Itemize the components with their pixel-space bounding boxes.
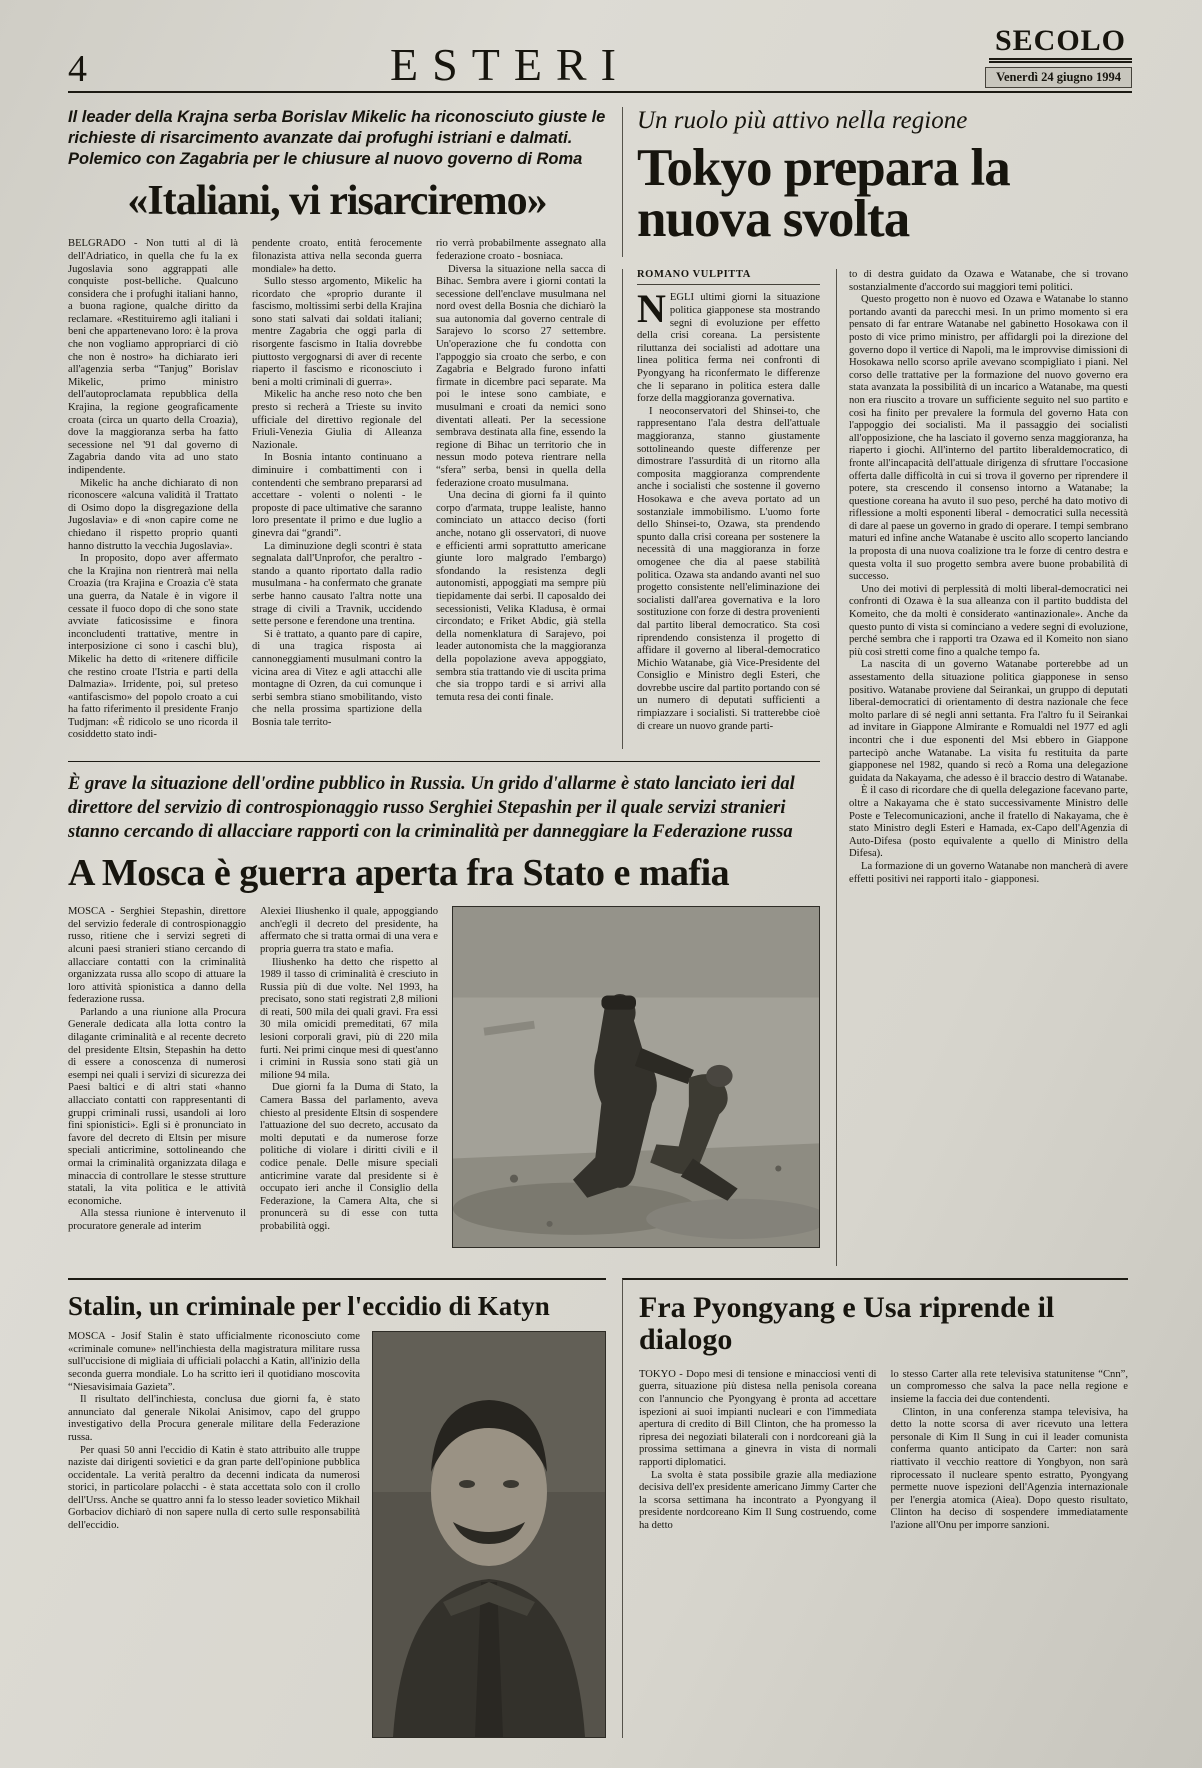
paragraph: Clinton, in una conferenza stampa televisiva, ha detto la notte scorsa di aver ricevuto una lettera personale di Kim Il Sung in cui il leader comunista conferma quanto anticipato da Carter: non sarà riattivato il vecchio reattore di Yongbyon, non sarà riprocessato il nucleare spento estratto, Pyongyang permette nuove ispezioni dell'Agenzia internazionale per l'energia atomica (Aiea). Dopo questo risultato, Clinton ha deciso di sospendere immediatamente l'azione all'Onu per imporre sanzioni. xyxy=(890,1406,1128,1531)
conflict-photo xyxy=(452,906,820,1248)
article-pyongyang-column-2 xyxy=(891,1369,1129,1533)
article-italiani-column-1 xyxy=(68,238,238,742)
article-tokyo-column-2 xyxy=(836,269,1128,1266)
masthead-title: SECOLO xyxy=(989,26,1132,63)
paragraph: In Bosnia intanto continuano a diminuire i combattimenti con i contendenti che sembrano prepararsi ad accettare - volenti o nolenti - le proposte di pace ultimative che saranno loro presentate il primo e due luglio a ginevra dai “grandi”. xyxy=(252,452,422,539)
paragraph: Alexiei Iliushenko il quale, appoggiando anch'egli il decreto del presidente, ha affermato che si tratta ormai di una vera e propria guerra tra stato e mafia. xyxy=(260,906,438,955)
paragraph: La formazione di un governo Watanabe non mancherà di avere effetti positivi nei rapporti italo - giapponesi. xyxy=(849,860,1128,885)
article-italiani-column-2 xyxy=(252,238,422,742)
paragraph: pendente croato, entità ferocemente filonazista attiva nella seconda guerra mondiale» ha detto. xyxy=(252,238,422,275)
article-stalin-body xyxy=(68,1331,606,1738)
paragraph: Mikelic ha anche reso noto che ben presto si recherà a Trieste su invito ufficiale del direttivo regionale del Friuli-Venezia Giulia di Alleanza Nazionale. xyxy=(252,389,422,451)
paragraph: Due giorni fa la Duma di Stato, la Camera Bassa del parlamento, aveva chiesto al presidente Eltsin di sospendere l'attuazione del suo decreto, accusato da molti deputati e da numerose forze politiche di violare i diritti civili e il codice penale. Delle misure speciali anticrimine varate dal presidente si è occupato ieri anche il Consiglio della Federazione, la Camera Alta, che si pronuncerà su di esse con tutta probabilità oggi. xyxy=(260,1082,438,1232)
article-tokyo-column-1-text xyxy=(637,286,820,733)
paragraph: rio verrà probabilmente assegnato alla federazione croato - bosniaca. xyxy=(436,238,606,262)
paragraph: TOKYO - Dopo mesi di tensione e minacciosi venti di guerra, situazione più distesa nella penisola coreana con l'annuncio che Pyongyang è pronta ad accettare ispezioni ai suoi impianti nucleari e con l'immediata apertura di credito di Bill Clinton, che ha promesso la ripresa dei negoziati bilaterali con i nordcoreani già la prossima settimana a ginevra in vista di normali rapporti diplomatici. xyxy=(639,1368,877,1468)
paragraph: to di destra guidato da Ozawa e Watanabe, che si trovano sostanzialmente d'accordo sui maggiori temi politici. xyxy=(849,269,1128,293)
paragraph: NEGLI ultimi giorni la situazione politica giapponese sta mostrando segni di evoluzione per effetto della crisi coreana. La persistente riluttanza dei socialisti ad adottare una linea politica ferma nei confronti di Pyongyang ha riconfermato le differenze che li separano in politica estera dalle forze della maggioranza governativa. xyxy=(637,286,820,405)
article-italiani xyxy=(68,107,606,749)
article-tokyo-kicker: Un ruolo più attivo nella regione xyxy=(637,107,968,134)
article-italiani-column-3 xyxy=(436,238,606,742)
paragraph: Mikelic ha anche dichiarato di non riconoscere «alcuna validità il Trattato di Osimo dopo la disgregazione della Jugoslavia» e di «non capire come ne chiedano il rispetto proprio quanti hanno distrutto la vecchia Jugoslavia». xyxy=(68,477,238,552)
article-stalin-text xyxy=(68,1331,360,1738)
section-title: ESTERI xyxy=(390,39,630,90)
paragraph: Iliushenko ha detto che rispetto al 1989 il tasso di criminalità è cresciuto in Russia più di due volte. Nel 1993, ha precisato, sono stati registrati 2,8 milioni di reati, 500 mila dei quali gravi. Fra essi 30 mila omicidi premeditati, 67 mila lesioni corporali gravi, più di 220 mila furti. Nei primi cinque mesi di quest'anno i crimini in Russia sono stati già un milione 94 mila. xyxy=(260,956,438,1081)
article-italiani-headline: «Italiani, vi risarciremo» xyxy=(127,178,547,225)
paragraph: La nascita di un governo Watanabe porterebbe ad un assestamento della situazione politica giapponese in senso positivo. Watanabe proviene dal Seirankai, un gruppo di deputati liberal-democratici di orientamento di destra nazionale che fece molto parlare di sé negli anni settanta. Fra l'altro fu il Seirankai ad invitare in Giappone Almirante e Romualdi nel 1977 ed agli incontri che i due esponenti del Msi ebbero in Giappone partecipò anche Watanabe. La visita fu restituita da parte giapponese nel 1982, quando si recò a Roma una delegazione guidata da Nakayama, che adesso è il braccio destro di Watanabe. xyxy=(849,659,1128,784)
article-stalin xyxy=(68,1278,606,1738)
paragraph: La diminuzione degli scontri è stata segnalata dall'Unprofor, che peraltro - stando a quanto riportato dalla radio musulmana - ha confermato che granate serbe hanno causato l'altra notte una strage di civili a Travnik, uccidendo sette persone e ferendone una trentina. xyxy=(252,540,422,628)
paragraph: Il risultato dell'inchiesta, conclusa due giorni fa, è stato annunciato dal generale Nikolai Anisimov, capo del gruppo investigativo della Procura generale militare della Federazione russa. xyxy=(68,1394,360,1443)
paragraph: Per quasi 50 anni l'eccidio di Katin è stato attribuito alle truppe naziste dai dirigenti sovietici e da gran parte dell'opinione pubblica occidentale. La verità peraltro da decenni indicata da numerosi storici, in particolare polacchi - è stata accettata solo con il crollo dell'Urss. Anche se quattro anni fa lo stesso leader sovietico Mikhail Gorbaciov dichiarò di non sapere nulla di certo sulle responsabilità dell'eccidio. xyxy=(68,1444,360,1532)
conflict-photo-graphic xyxy=(453,907,819,1247)
article-pyongyang-headline: Fra Pyongyang e Usa riprende il dialogo xyxy=(639,1291,1055,1357)
paragraph: La svolta è stata possibile grazie alla mediazione decisiva dell'ex presidente americano Jimmy Carter che la scorsa settimana ha incontrato a Pyongyang il presidente nordcoreano Kim Il Sung costruendo, come ha detto xyxy=(639,1469,877,1531)
paragraph: Alla stessa riunione è intervenuto il procuratore generale ad interim xyxy=(68,1208,246,1232)
article-mosca xyxy=(68,761,820,1266)
page-number: 4 xyxy=(68,48,87,90)
paragraph: Una decina di giorni fa il quinto corpo d'armata, truppe lealiste, hanno cominciato un attacco deciso (forti anche, notano gli osservatori, di nuove e efficienti armi soprattutto americane giunte loro malgrado l'embargo) sfondando la resistenza degli autonomisti, appoggiati ma sempre più tiepidamente dai serbi. Il caposaldo dei secessionisti, Velika Kladusa, è ormai circondato; e Friket Abdic, già stella della nomenklatura di Sarajevo, poi leader autonomista che la maggioranza della popolazione aveva appoggiato, sembra stia trattando vie di uscita prima che sia troppo tardi e si arrivi alla temuta resa dei conti finale. xyxy=(436,490,606,703)
paragraph: lo stesso Carter alla rete televisiva statunitense “Cnn”, un compromesso che salva la pace nella regione e insieme la faccia dei due contendenti. xyxy=(890,1368,1128,1405)
article-mosca-column-1 xyxy=(68,906,246,1266)
article-italiani-kicker: Il leader della Krajna serba Borislav Mikelic ha riconosciuto giuste le richieste di risarcimento avanzate dai profughi istriani e dalmati. Polemico con Zagabria per le chiusure al nuovo governo di Roma xyxy=(68,108,606,169)
paragraph: MOSCA - Josif Stalin è stato ufficialmente riconosciuto come «criminale comune» nell'inchiesta della magistratura militare russa sull'uccisione di migliaia di ufficiali polacchi a Katin, all'inizio della seconda guerra mondiale. Lo ha scritto ieri il quotidiano moscovita “Niesavisimaia Gazieta”. xyxy=(68,1331,360,1393)
paragraph: Si è trattato, a quanto pare di capire, di una tragica risposta ai cannoneggiamenti musulmani contro la vicina area di Vitez e agli attacchi alle montagne di Ozren, da cui comunque i serbi sembra stiano smobilitando, visto che nella prossima spartizione della Bosnia tale territo- xyxy=(252,628,422,728)
page-body xyxy=(68,107,1132,1738)
paragraph: Questo progetto non è nuovo ed Ozawa e Watanabe lo stanno portando avanti da parecchi mesi. In un primo momento si era pensato di far entrare Watanabe nel gabinetto Hosokawa con il posto di vice primo ministro, per affidargli poi la direzione del governo dopo il vertice di Napoli, ma le improvvise dimissioni di Hosokawa nello scorso aprile avevano scompigliato i piani. Nel corso delle trattative per la formazione del nuovo governo era stata avanzata la possibilità di un incarico a Watanabe, ma questi non era riuscito a trovare un sufficiente seguito nel suo partito e così ha finito per prevalere la formula del governo Hata con l'appoggio dei socialisti. Ma il passaggio dei socialisti all'opposizione, che ha lasciato il governo senza maggioranza, ha riaperto i giochi. All'interno del partito liberaldemocratico, di fronte all'incapacità dell'attuale dirigenza di sfruttare l'occasione offerta dalle difficoltà in cui si trova il governo per riprendere il potere, sta crescendo il consenso intorno a Watanabe; la questione coreana ha avuto il suo peso, perché ha dato motivo di riflessione a molti esponenti liberal - democratici sulla necessità di dare al paese un governo in grado di operare. I tempi sembrano maturi ed infine anche Watanabe è uscito allo scoperto lanciando la proposta di una nuova coalizione tra le forze di centro destra e questa volta il suo progetto sembra avere buone probabilità di successo. xyxy=(849,294,1128,583)
stalin-photo-graphic xyxy=(373,1332,605,1737)
article-tokyo-byline: ROMANO VULPITTA xyxy=(637,269,820,285)
paragraph: È il caso di ricordare che di quella delegazione facevano parte, oltre a Nakayama che è stato successivamente Ministro delle Poste e Telecomunicazioni, anche il fratello di Nakayama, che è stato Ministro degli Esteri e Hamada, ex-Capo dell'Agenzia di Auto-Difesa (posto equivalente a quello di Ministro della Difesa). xyxy=(849,785,1128,860)
paragraph: BELGRADO - Non tutti al di là dell'Adriatico, in quella che fu la ex Jugoslavia sono aggrappati alle conquiste post-belliche. Qualcuno considera che i profughi italiani hanno, a buona ragione, qualche diritto da reclamare. «Restituiremo agli italiani i beni che appartenevano loro: è la prova che non vogliamo appropriarci di ciò che non è nostro» ha dichiarato ieri all'agenzia serba “Tanjug” Borislav Mikelic, primo ministro dell'autoproclamata repubblica della Krajina, la regione geograficamente croata (circa un quarto della Croazia), dove la maggioranza serba ha fatto secessione nel '91 dal governo di Zagabria dando vita ad uno stato indipendente. xyxy=(68,238,238,477)
article-pyongyang-column-1 xyxy=(639,1369,877,1533)
article-stalin-headline: Stalin, un criminale per l'eccidio di Katyn xyxy=(68,1291,550,1321)
page-header xyxy=(68,26,1132,93)
article-mosca-headline: A Mosca è guerra aperta fra Stato e mafia xyxy=(68,852,730,895)
article-tokyo-column-1 xyxy=(622,269,820,749)
paragraph: In proposito, dopo aver affermato che la Krajina non rientrerà mai nella Croazia (tra Krajina e Croazia c'è stata una guerra, da Natale è in vigore il cessate il fuoco dopo di che sono state avviate faticosissime e finora inconcludenti trattative, mentre in interposizione ci sono i caschi blu), Mikelic ha detto di «ritenere difficile che restino croate l'Istria e parti della Dalmazia». Irridente, poi, sul preteso «antifascismo» del popolo croato a cui ha fatto riferimento il presidente Franjo Tudjman: «È ridicolo se uno ricorda il cosiddetto stato indi- xyxy=(68,553,238,741)
stalin-photo xyxy=(372,1331,606,1738)
masthead-date: Venerdì 24 giugno 1994 xyxy=(985,67,1132,88)
article-mosca-body xyxy=(68,906,820,1266)
article-tokyo-header xyxy=(622,107,1128,257)
paragraph: I neoconservatori del Shinsei-to, che rappresentano l'ala destra dell'attuale maggioranza, stanno giustamente sottolineando queste differenze per dimostrare l'assurdità di un ritorno alla composita maggioranza comprendente anche i socialisti che sostenne il governo Hosokawa e che aveva portato ad un sostanziale immobilismo. L'uomo forte dello Shinsei-to, Ozawa, sta prendendo spunto dalla crisi coreana per sostenere la necessità di una maggioranza in forze omogenee che dia al paese stabilità politica. Ozawa sta andando avanti nel suo progetto consistente nell'eliminazione dei socialisti dall'area governativa e la loro sostituzione con forze di destra provenienti dal partito liberal democratico. Sta così riprendendo consistenza il progetto di affidare il governo al liberal-democratico Michio Watanabe, già Vice-Presidente del Consiglio e Ministro degli Esteri, che dovrebbe uscire dal partito portando con sé un numero di deputati sufficienti a rimpiazzare i socialisti. Si tratterebbe cioè di creare un nuovo grande parti- xyxy=(637,405,820,732)
paragraph: Uno dei motivi di perplessità di molti liberal-democratici nei confronti di Ozawa è la sua alleanza con il partito buddista del Komeito, che da molti è considerato «antinazionale». Anche da questo punto di vista si cominciano a vedere segni di evoluzione, perché sembra che i rapporti tra Ozawa ed il Komeito non siano più così stretti come fino a qualche tempo fa. xyxy=(849,583,1128,658)
article-mosca-lead: È grave la situazione dell'ordine pubblico in Russia. Un grido d'allarme è stato lanciato ieri dal direttore del servizio di controspionaggio russo Serghiei Stepashin per il quale servizi stranieri stanno cercando di allacciare rapporti con la criminalità per danneggiare la Federazione russa xyxy=(68,774,795,843)
paragraph: MOSCA - Serghiei Stepashin, direttore del servizio federale di controspionaggio russo, ritiene che i servizi segreti di alcuni paesi stranieri stiano cercando di allacciare contatti con la criminalità organizzata russa allo scopo di attuare la loro attività spionistica a danno della federazione russa. xyxy=(68,906,246,1006)
article-pyongyang xyxy=(622,1278,1128,1738)
paragraph: Sullo stesso argomento, Mikelic ha ricordato che «proprio durante il fascismo, moltissimi serbi della Krajina sono stati salvati dai soldati italiani; mentre Zagabria che oggi parla di risorgente fascismo in Italia dovrebbe piuttosto vergognarsi di aver di recente riaperto il fascismo e riconosciuto i beni a molti criminali di guerra». xyxy=(252,276,422,388)
article-italiani-columns xyxy=(68,238,606,742)
paragraph: Parlando a una riunione alla Procura Generale dedicata alla lotta contro la dilagante criminalità e al recente decreto del presidente Eltsin, Stepashin ha detto di essere a conoscenza di numerosi esempi nei quali i servizi di sicurezza dei Paesi baltici e di altri stati «hanno allacciato contatti con rappresentanti di gruppi criminali russi, usandoli ai loro fini spionistici». Egli si è pronunciato in favore del decreto di Eltsin per misure speciali anticrimine, sottolineando che ormai la criminalità organizzata dilaga e minaccia di controllare le stesse strutture statali, la vita politica e le attività economiche. xyxy=(68,1006,246,1207)
article-pyongyang-columns xyxy=(639,1369,1128,1533)
article-tokyo-headline: Tokyo prepara la nuova svolta xyxy=(637,138,1010,249)
paragraph: Diversa la situazione nella sacca di Bihac. Sembra avere i giorni contati la secessione dell'enclave musulmana nel nord ovest della Bosnia che dichiarò la sua autonomia dal governo centrale di Sarajevo lo scorso 27 settembre. Un'operazione che fu condotta con l'appoggio sia croato che serbo, e con Zagabria e Belgrado furono infatti firmate in dicembre paci separate. Ma poi le intese sono cambiate, e musulmani e croati da nemici sono diventati alleati. Per la secessione sembrava destinata alla fine, essendo la regione di Bihac un territorio che in nessun modo poteva rientrare nella “sfera” serba, bensì in quella della federazione croato musulmana. xyxy=(436,263,606,489)
masthead xyxy=(862,26,1132,88)
article-mosca-column-2 xyxy=(260,906,438,1266)
